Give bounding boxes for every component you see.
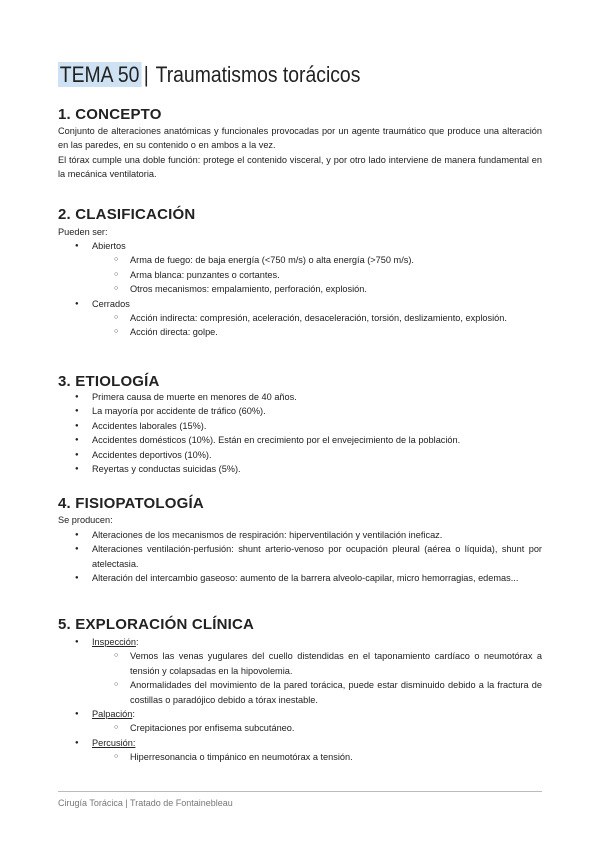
list-item-cerrados: ● Cerrados — [58, 297, 542, 311]
heading-fisiopatologia: 4. FISIOPATOLOGÍA — [58, 495, 204, 512]
list-item: ● Accidentes laborales (15%). — [58, 419, 542, 433]
list-item-inspeccion: ● Inspección: — [58, 635, 542, 649]
list-item-abiertos: ● Abiertos — [58, 239, 542, 253]
list-item: ● Alteraciones de los mecanismos de respiración: hiperventilación y ventilación ineficaz. — [58, 528, 542, 542]
etiologia-list — [58, 390, 542, 476]
list-item: ○ Arma blanca: punzantes o cortantes. — [58, 268, 542, 282]
list-item: ● La mayoría por accidente de tráfico (60%). — [58, 404, 542, 418]
list-item: ○ Crepitaciones por enfisema subcutáneo. — [58, 721, 542, 735]
title-separator: | — [143, 62, 149, 87]
fisiopatologia-intro: Se producen: — [58, 515, 113, 525]
exploracion-list — [58, 635, 542, 765]
page-title — [58, 60, 360, 90]
list-item: ● Alteraciones ventilación-perfusión: shunt arterio-venoso por ocupación pleural (aérea o líquida), shunt por atelectasia. — [58, 542, 542, 571]
title-tema: TEMA 50 — [58, 62, 142, 87]
list-item: ○ Hiperresonancia o timpánico en neumotórax a tensión. — [58, 750, 542, 764]
list-item: ○ Anormalidades del movimiento de la pared torácica, puede estar disminuido debido a la fractura de costillas o paradójico debido a tórax inestable. — [58, 678, 542, 707]
palpacion-label: Palpación — [92, 709, 133, 720]
list-item: ○ Acción indirecta: compresión, aceleración, desaceleración, torsión, deslizamiento, explosión. — [58, 311, 542, 325]
inspeccion-label: Inspección — [92, 637, 136, 647]
list-item-percusion — [58, 736, 542, 750]
list-item: ○ Acción directa: golpe. — [58, 325, 542, 339]
list-item: ● Alteración del intercambio gaseoso: aumento de la barrera alveolo-capilar, micro hemorragias, edemas... — [58, 571, 542, 585]
list-item: ○ Otros mecanismos: empalamiento, perforación, explosión. — [58, 282, 542, 296]
footer-divider — [58, 791, 542, 792]
page-footer: Cirugía Torácica | Tratado de Fontainebleau — [58, 798, 233, 808]
title-name: Traumatismos torácicos — [155, 62, 361, 87]
percusion-label: Percusión: — [92, 737, 136, 748]
list-item: ● Accidentes domésticos (10%). Están en crecimiento por el envejecimiento de la población. — [58, 433, 542, 447]
heading-exploracion-clinica: 5. EXPLORACIÓN CLÍNICA — [58, 616, 255, 633]
list-item: ○ Vemos las venas yugulares del cuello distendidas en el taponamiento cardíaco o neumotórax a tensión y colapsadas en la hipovolemia. — [58, 649, 542, 678]
list-item: ● Primera causa de muerte en menores de 40 años. — [58, 390, 542, 404]
heading-clasificacion: 2. CLASIFICACIÓN — [58, 206, 196, 223]
concepto-paragraph-2: El tórax cumple una doble función: protege el contenido visceral, y por otro lado interviene de manera fundamental en la mecánica ventilatoria. — [58, 155, 542, 180]
clasificacion-intro: Pueden ser: — [58, 227, 108, 237]
list-item: ○ Arma de fuego: de baja energía (<750 m/s) o alta energía (>750 m/s). — [58, 253, 542, 267]
clasificacion-list — [58, 239, 542, 340]
list-item-palpacion: ● Palpación: — [58, 707, 542, 721]
concepto-paragraph-1: Conjunto de alteraciones anatómicas y funcionales provocadas por un agente traumático que produce una alteración en las paredes, en su contenido o en ambos a la vez. — [58, 126, 542, 151]
list-item: ● Accidentes deportivos (10%). — [58, 448, 542, 462]
list-item: ● Reyertas y conductas suicidas (5%). — [58, 462, 542, 476]
fisiopatologia-list — [58, 528, 542, 586]
heading-concepto: 1. CONCEPTO — [58, 106, 162, 123]
heading-etiologia: 3. ETIOLOGÍA — [58, 373, 160, 390]
